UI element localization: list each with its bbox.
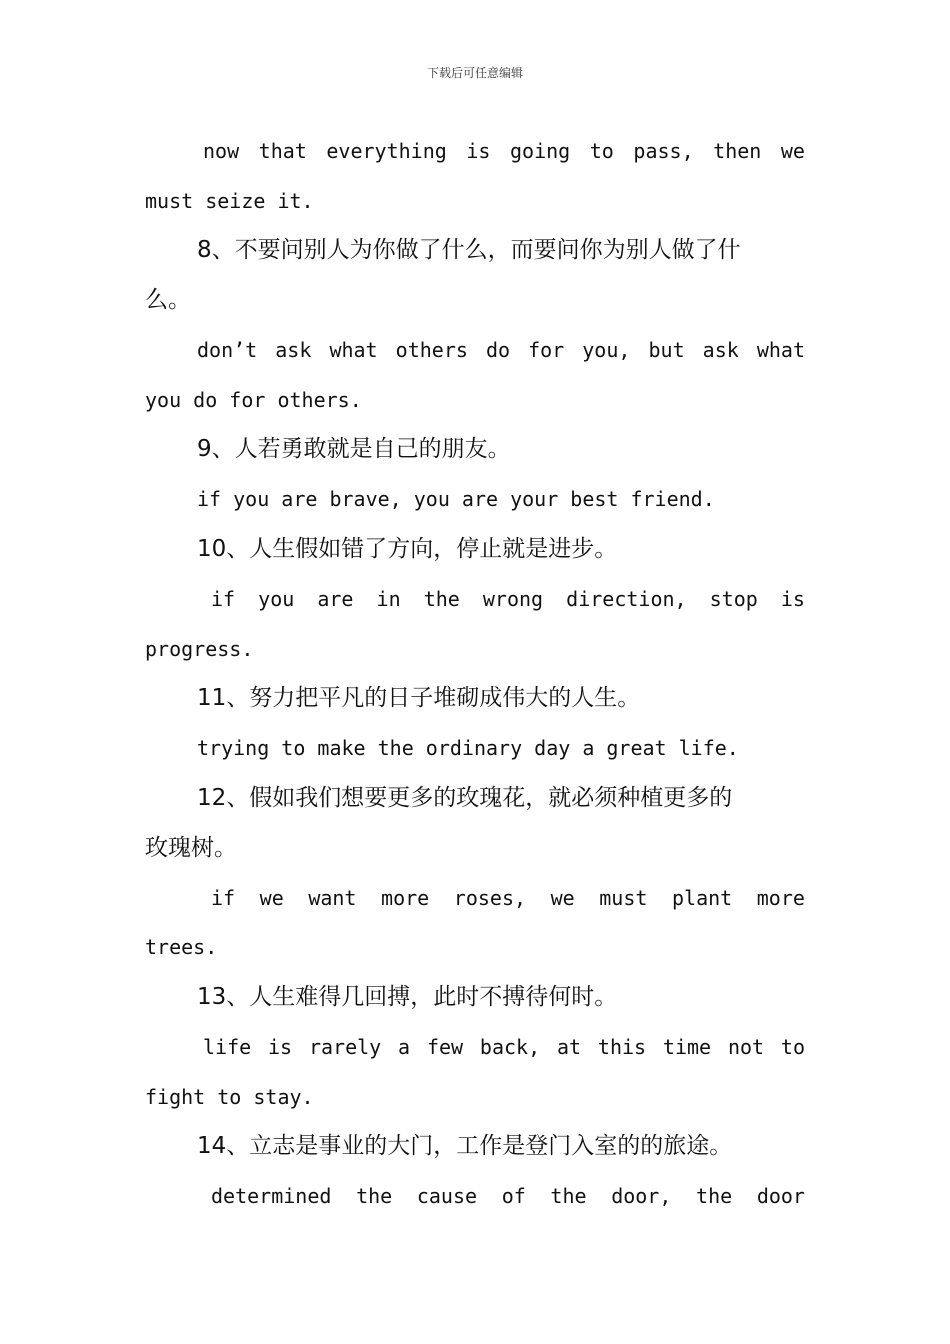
- text-line: must seize it.: [145, 189, 314, 213]
- word: a: [398, 1035, 411, 1059]
- word: ask: [275, 338, 312, 362]
- word: back,: [479, 1035, 541, 1059]
- word: now: [203, 139, 240, 163]
- word: more: [756, 886, 805, 910]
- word: wrong: [482, 587, 544, 611]
- text-line: if you are brave, you are your best friend.: [197, 487, 715, 511]
- text-line: 么。: [145, 287, 191, 313]
- text-line: fight to stay.: [145, 1085, 314, 1109]
- word: must: [599, 886, 648, 910]
- quote-heading: 10、人生假如错了方向，停止就是进步。: [197, 536, 618, 562]
- word: cause: [416, 1184, 478, 1208]
- quote-heading: 9、人若勇敢就是自己的朋友。: [197, 436, 511, 462]
- word: we: [780, 139, 805, 163]
- word: time: [662, 1035, 712, 1059]
- word: this: [597, 1035, 647, 1059]
- quote-heading: 13、人生难得几回搏，此时不搏待何时。: [197, 984, 618, 1010]
- word: to: [780, 1035, 805, 1059]
- justified-line: [145, 883, 805, 913]
- word: of: [501, 1184, 526, 1208]
- quote-heading: 12、假如我们想要更多的玫瑰花，就必须种植更多的: [197, 785, 733, 811]
- word: few: [426, 1035, 464, 1059]
- word: what: [329, 338, 378, 362]
- word: want: [308, 886, 357, 910]
- word: if: [211, 886, 236, 910]
- text-line: you do for others.: [145, 388, 362, 412]
- quote-heading: 11、努力把平凡的日子堆砌成伟大的人生。: [197, 685, 641, 711]
- word: are: [317, 587, 354, 611]
- word: life: [203, 1035, 252, 1059]
- word: we: [550, 886, 575, 910]
- word: then: [713, 139, 762, 163]
- word: others: [395, 338, 468, 362]
- word: not: [727, 1035, 765, 1059]
- word: plant: [671, 886, 733, 910]
- justified-line: [145, 136, 805, 166]
- text-line: 玫瑰树。: [145, 835, 237, 861]
- word: in: [376, 587, 401, 611]
- text-line: trying to make the ordinary day a great life.: [197, 736, 739, 760]
- justified-line: [145, 1181, 805, 1211]
- word: the: [423, 587, 460, 611]
- word: stop: [709, 587, 758, 611]
- word: the: [356, 1184, 393, 1208]
- word: we: [259, 886, 284, 910]
- page-header: 下载后可任意编辑: [426, 66, 523, 80]
- text-line: progress.: [145, 637, 254, 661]
- quote-heading: 14、立志是事业的大门，工作是登门入室的的旅途。: [197, 1133, 733, 1159]
- word: that: [258, 139, 307, 163]
- justified-line: [145, 1032, 805, 1062]
- word: but: [648, 338, 685, 362]
- word: for: [528, 338, 565, 362]
- word: the: [550, 1184, 587, 1208]
- word: rarely: [308, 1035, 382, 1059]
- word: door,: [611, 1184, 672, 1208]
- word: direction,: [566, 587, 687, 611]
- word: door: [756, 1184, 805, 1208]
- word: what: [756, 338, 805, 362]
- justified-line: [145, 335, 805, 365]
- word: don’t: [197, 338, 258, 362]
- word: the: [696, 1184, 733, 1208]
- word: at: [556, 1035, 582, 1059]
- word: is: [780, 587, 805, 611]
- word: more: [381, 886, 430, 910]
- word: is: [268, 1035, 293, 1059]
- quote-heading: 8、不要问别人为你做了什么，而要问你为别人做了什: [197, 237, 741, 263]
- word: to: [589, 139, 614, 163]
- word: do: [485, 338, 511, 362]
- text-line: trees.: [145, 935, 218, 959]
- word: you: [258, 587, 295, 611]
- word: pass,: [633, 139, 694, 163]
- word: everything: [326, 139, 447, 163]
- justified-line: [145, 584, 805, 614]
- word: ask: [702, 338, 739, 362]
- word: going: [510, 139, 571, 163]
- word: roses,: [453, 886, 527, 910]
- word: you,: [582, 338, 631, 362]
- word: is: [466, 139, 491, 163]
- word: if: [211, 587, 236, 611]
- word: determined: [211, 1184, 332, 1208]
